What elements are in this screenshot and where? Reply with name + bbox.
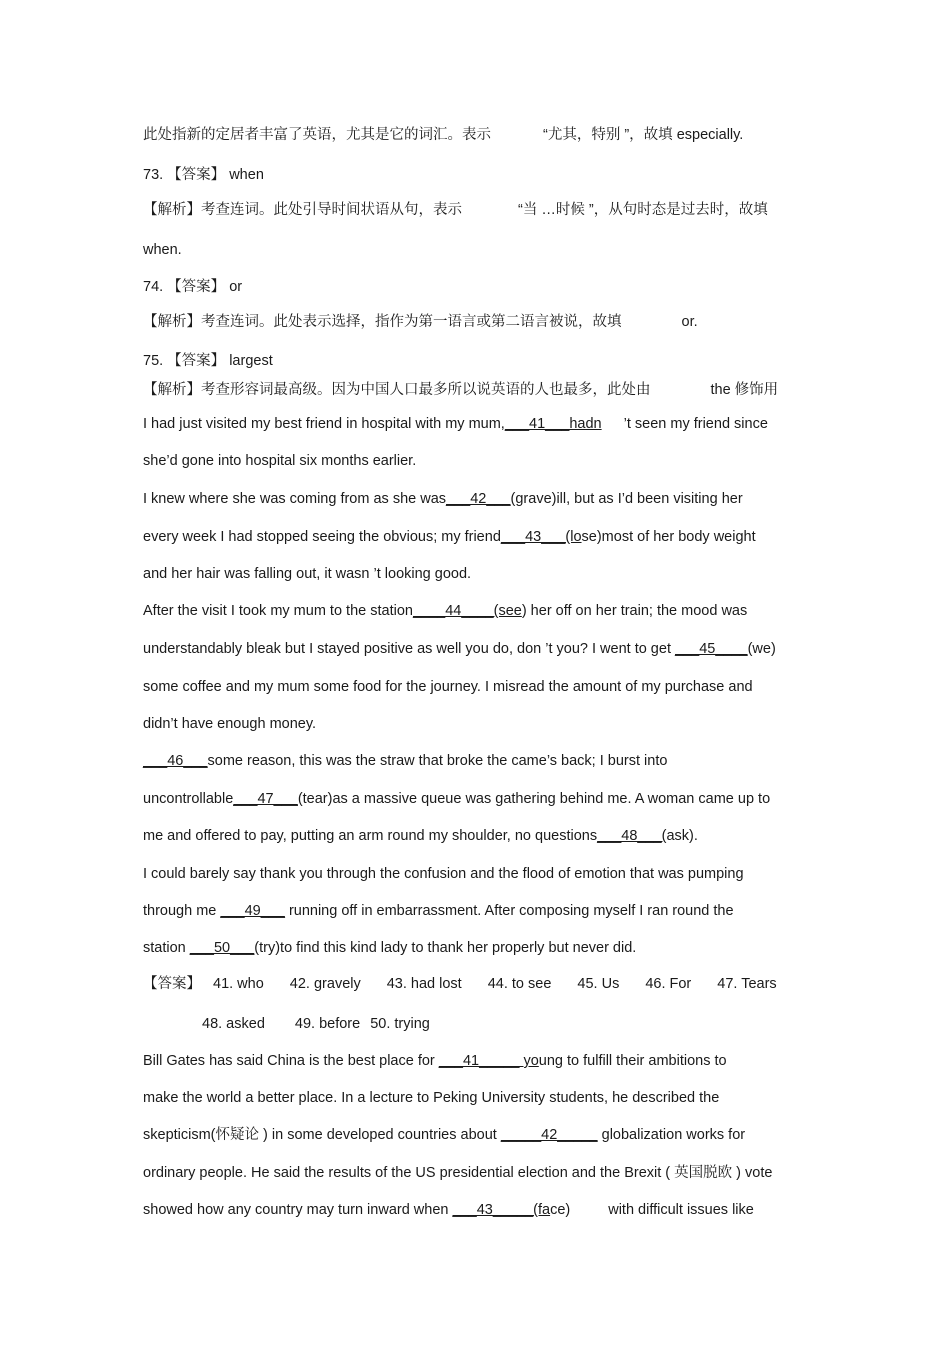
passage-line xyxy=(143,527,808,547)
answer-item: 42. gravely xyxy=(289,976,361,992)
passage-line xyxy=(143,826,808,846)
answer-label: 【答案】 xyxy=(143,976,201,992)
passage-text: (grave)ill, but as I’d been visiting her xyxy=(510,491,743,507)
passage-line: make the world a better place. In a lecture to Peking University students, he described the xyxy=(143,1090,720,1106)
analysis-72-line xyxy=(143,125,808,145)
passage-text: understandably bleak but I stayed positive as well you do, don ’t you? I went to get xyxy=(143,641,671,657)
analysis-text: 【解析】考查形容词最高级。因为中国人口最多所以说英语的人也最多，此处由 xyxy=(143,382,651,398)
blank-42: ___42___ xyxy=(446,491,511,507)
blank-42: _____42_____ xyxy=(500,1127,598,1143)
answer-key-row xyxy=(143,974,808,994)
blank-48: ___48___( xyxy=(597,828,667,844)
passage-text: Bill Gates has said China is the best place for xyxy=(143,1053,435,1069)
passage-text: After the visit I took my mum to the station xyxy=(143,603,413,619)
passage-line xyxy=(143,414,808,434)
analysis-75-line xyxy=(143,380,808,400)
passage-text: globalization works for xyxy=(601,1127,746,1143)
passage-line xyxy=(143,489,808,509)
analysis-text: 【解析】考查连词。此处表示选择，指作为第一语言或第二语言被说，故填 xyxy=(143,314,622,330)
passage-text: I had just visited my best friend in hospital with my mum, xyxy=(143,416,505,432)
passage-line xyxy=(143,1051,808,1071)
passage-text: ’t seen my friend since xyxy=(623,416,768,432)
answer-item: 46. For xyxy=(645,976,692,992)
answer-75: 75. 【答案】 largest xyxy=(143,353,273,369)
passage-line xyxy=(143,1125,808,1145)
passage-line xyxy=(143,901,808,921)
blank-44: ____44____(see xyxy=(412,603,522,619)
blank-43: ___43___(lo xyxy=(500,529,582,545)
answer-73: 73. 【答案】 when xyxy=(143,167,264,183)
blank-45: ___45____ xyxy=(675,641,748,657)
passage-text: (we) xyxy=(747,641,776,657)
passage-line xyxy=(143,938,808,958)
passage-line xyxy=(143,601,808,621)
passage-line xyxy=(143,789,808,809)
passage-text: through me xyxy=(143,903,217,919)
passage-line: I could barely say thank you through the confusion and the flood of emotion that was pumping xyxy=(143,866,744,882)
passage-text: se)most of her body weight xyxy=(581,529,756,545)
passage-line: she’d gone into hospital six months earlier. xyxy=(143,453,417,469)
passage-text: with difficult issues like xyxy=(608,1202,754,1218)
answer-item: 48. asked xyxy=(202,1016,265,1032)
answer-item: 47. Tears xyxy=(717,976,777,992)
answer-item: 41. who xyxy=(213,976,264,992)
analysis-text: 此处指新的定居者丰富了英语，尤其是它的词汇。表示 xyxy=(143,127,491,143)
analysis-73-end: when. xyxy=(143,242,182,258)
analysis-text: the 修饰用 xyxy=(710,382,779,398)
passage-line: and her hair was falling out, it wasn ’t looking good. xyxy=(143,566,472,582)
blank-49: ___49___ xyxy=(220,903,285,919)
passage-line xyxy=(143,751,808,771)
answer-item: 50. trying xyxy=(370,1016,430,1032)
passage-text: skepticism(怀疑论 ) in some developed countries about xyxy=(143,1127,497,1143)
analysis-text: “当 …时候 ”，从句时态是过去时，故填 xyxy=(518,202,768,218)
passage-line xyxy=(143,1200,808,1220)
analysis-73-line xyxy=(143,200,808,220)
answer-item: 44. to see xyxy=(487,976,552,992)
analysis-text: or. xyxy=(681,314,698,330)
answer-item: 43. had lost xyxy=(386,976,462,992)
analysis-74-line xyxy=(143,312,808,332)
answer-item: 49. before xyxy=(294,1016,361,1032)
passage-text: (tear)as a massive queue was gathering behind me. A woman came up to xyxy=(297,791,771,807)
blank-41: ___41___hadn xyxy=(504,416,602,432)
passage-text: showed how any country may turn inward when xyxy=(143,1202,449,1218)
blank-43: ___43_____(fa xyxy=(452,1202,551,1218)
passage-text: uncontrollable xyxy=(143,791,234,807)
analysis-text: “尤其，特别 ”，故填 especially. xyxy=(543,127,744,143)
blank-50: ___50___ xyxy=(189,940,255,956)
passage-text: ung to fulfill their ambitions to xyxy=(538,1053,727,1069)
passage-line: some coffee and my mum some food for the journey. I misread the amount of my purchase and xyxy=(143,679,753,695)
passage-text: ask). xyxy=(666,828,698,844)
analysis-text: 【解析】考查连词。此处引导时间状语从句，表示 xyxy=(143,202,462,218)
passage-text: (try)to find this kind lady to thank her properly but never did. xyxy=(254,940,637,956)
answer-item: 45. Us xyxy=(577,976,620,992)
passage-text: some reason, this was the straw that broke the came’s back; I burst into xyxy=(207,753,668,769)
passage-text: station xyxy=(143,940,186,956)
passage-text: I knew where she was coming from as she was xyxy=(143,491,447,507)
answer-key-row xyxy=(202,1014,867,1034)
blank-46: ___46___ xyxy=(143,753,208,769)
passage-text: running off in embarrassment. After composing myself I ran round the xyxy=(288,903,734,919)
passage-text: ce) xyxy=(550,1202,571,1218)
passage-text: ) her off on her train; the mood was xyxy=(521,603,748,619)
passage-line: ordinary people. He said the results of the US presidential election and the Brexit ( 英国脱欧 ) vote xyxy=(143,1165,773,1181)
passage-line: didn’t have enough money. xyxy=(143,716,317,732)
answer-74: 74. 【答案】 or xyxy=(143,279,243,295)
passage-line xyxy=(143,639,808,659)
passage-text: me and offered to pay, putting an arm round my shoulder, no questions xyxy=(143,828,598,844)
blank-47: ___47___ xyxy=(233,791,298,807)
blank-41: ___41_____ yo xyxy=(438,1053,539,1069)
passage-text: every week I had stopped seeing the obvious; my friend xyxy=(143,529,501,545)
